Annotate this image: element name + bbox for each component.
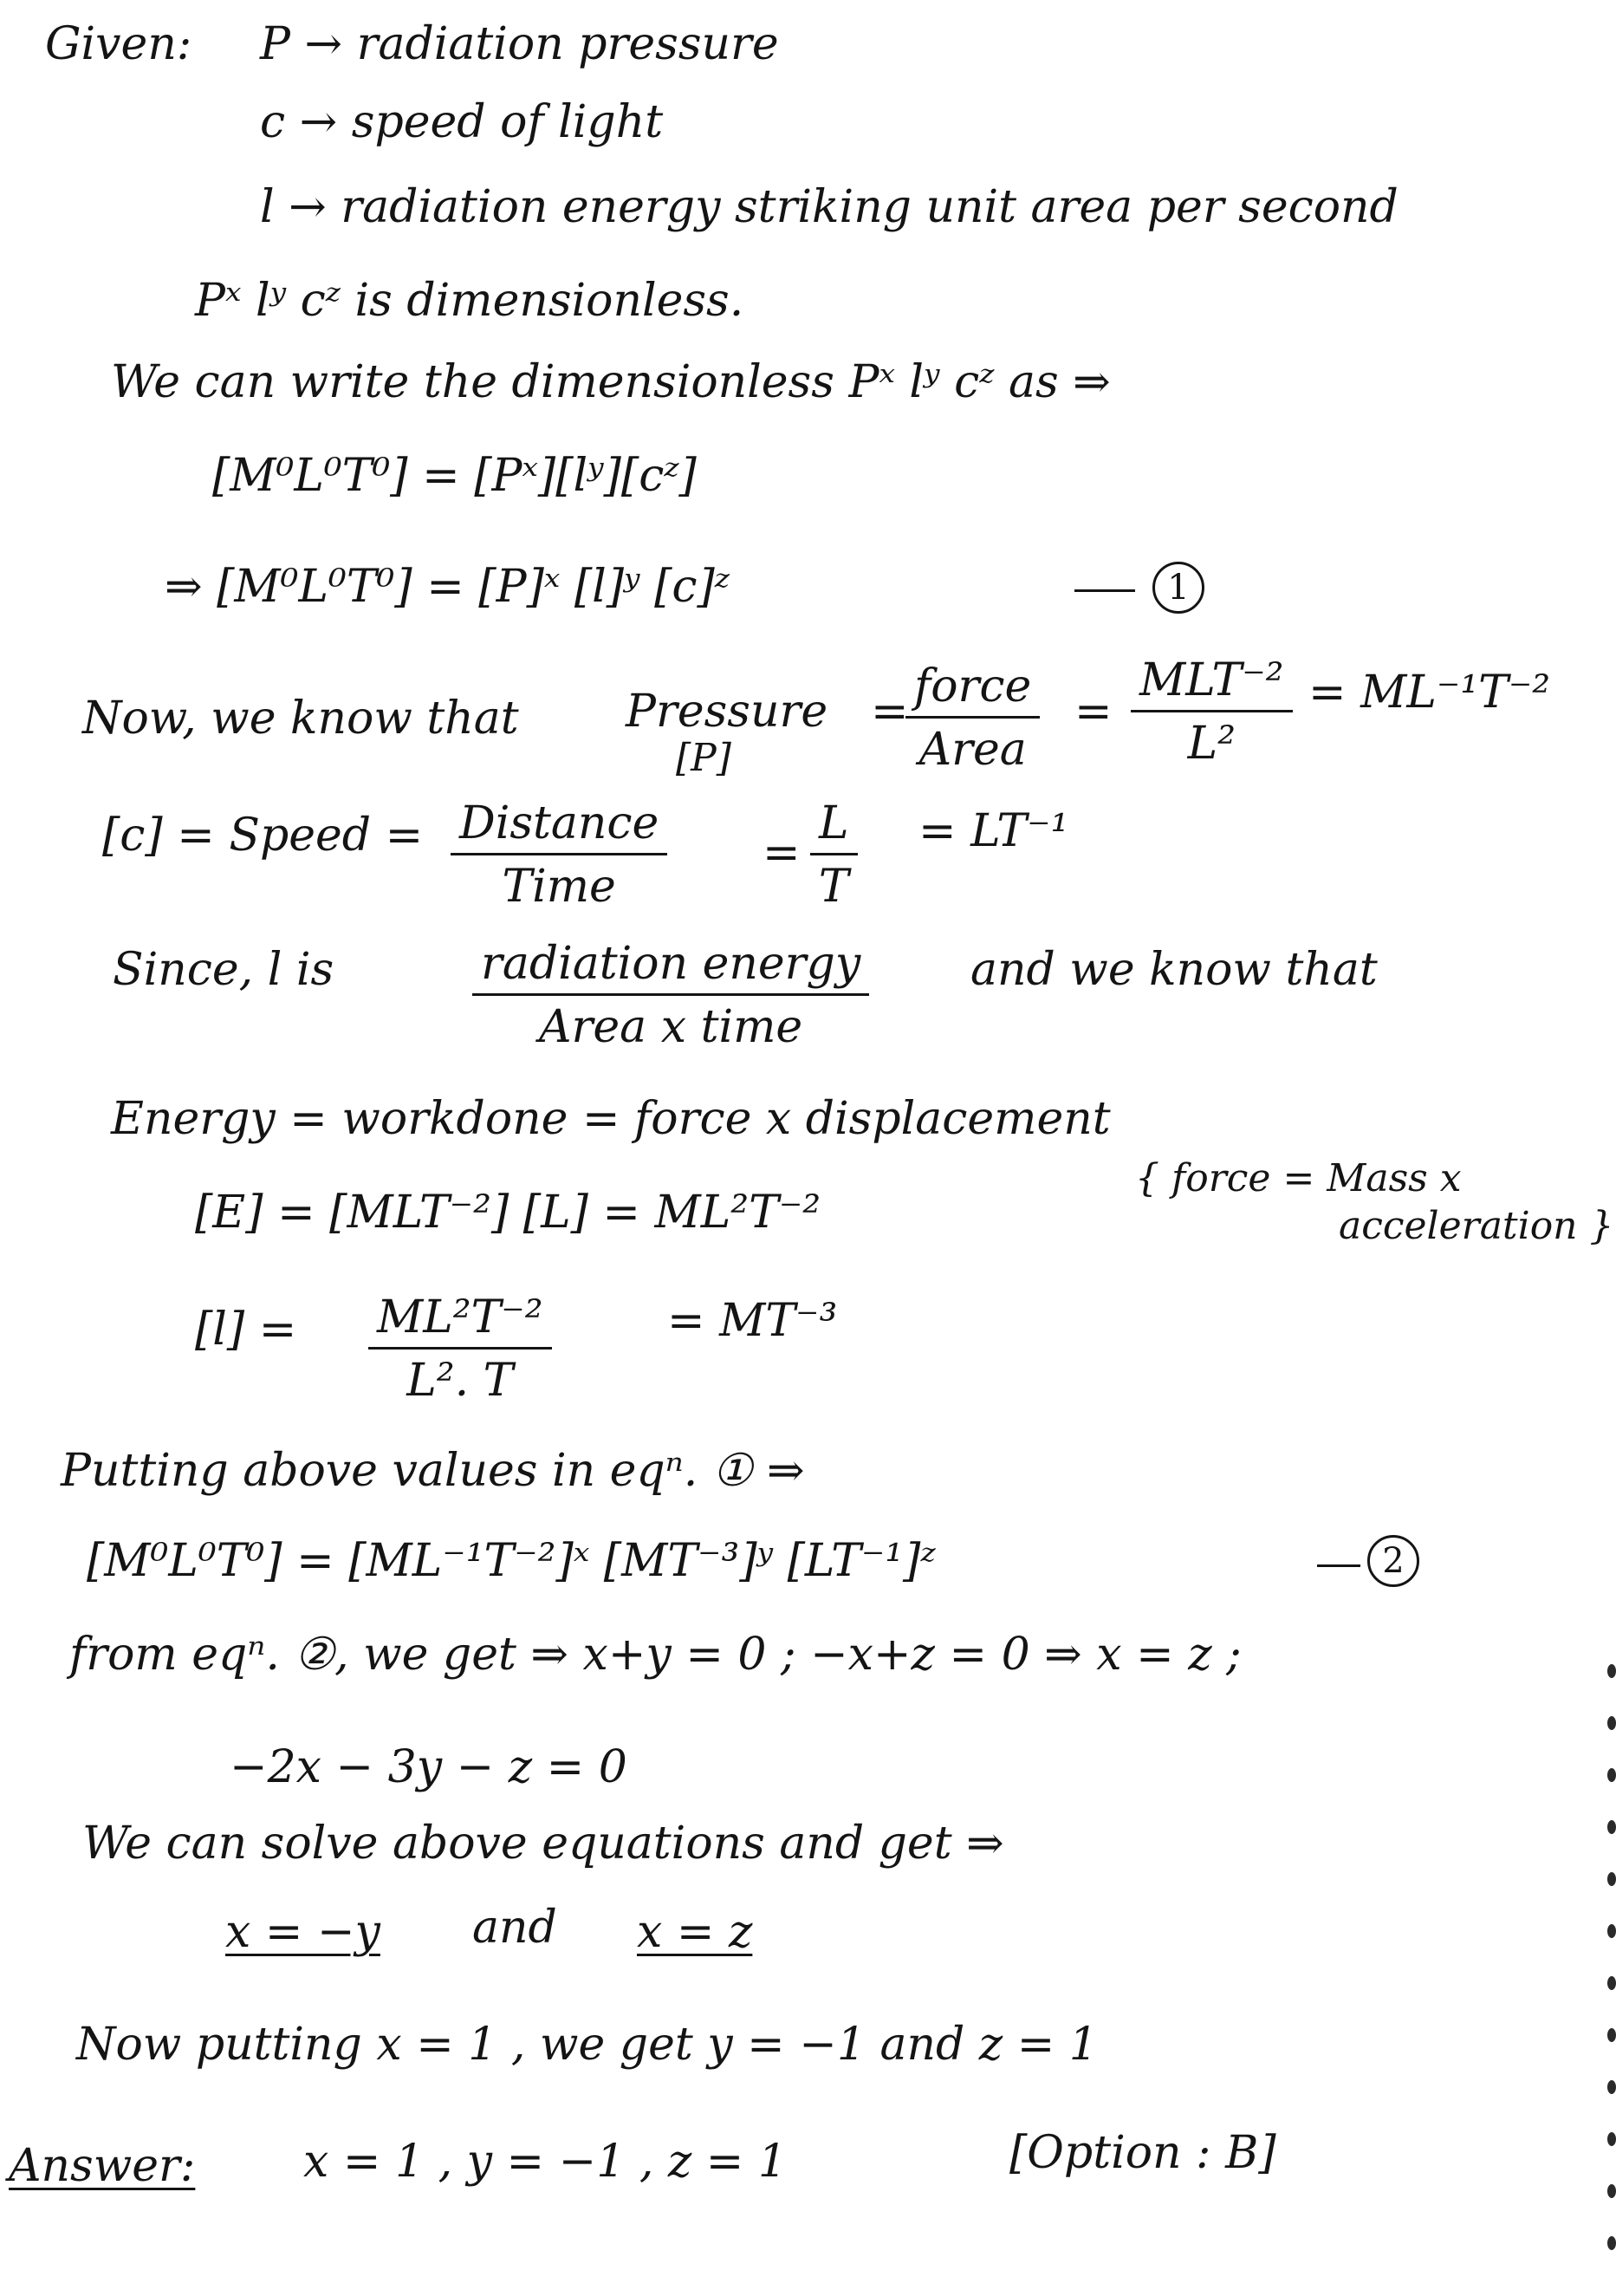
t-denominator: T: [818, 861, 849, 913]
speed-result: = LT⁻¹: [918, 805, 1069, 857]
solution-x-equals-minus-y: x = −y: [225, 1906, 380, 1958]
answer-label: Answer:: [9, 2140, 196, 2192]
l-dimension-numerator: ML²T⁻²: [368, 1291, 552, 1350]
dimensionless-statement: Pˣ lʸ cᶻ is dimensionless.: [195, 275, 744, 327]
edge-dot: [1607, 1716, 1616, 1730]
pressure-equals-1: =: [871, 686, 909, 738]
solution-and: and: [472, 1902, 557, 1954]
force-note-1: { force = Mass x: [1135, 1156, 1462, 1200]
answer-option: [Option : B]: [1009, 2127, 1276, 2179]
energy-over-area-time-fraction: [472, 938, 869, 1053]
pressure-dimension-denominator: L²: [1187, 718, 1236, 770]
pressure-word: Pressure: [626, 686, 828, 738]
solve-equations-line: We can solve above equations and get ⇒: [82, 1818, 1004, 1870]
putting-values-line: Putting above values in eqⁿ. ① ⇒: [61, 1445, 805, 1497]
from-equation-2-line: from eqⁿ. ②, we get ⇒ x+y = 0 ; −x+z = 0 ⇒ x = z ;: [69, 1629, 1242, 1681]
equation-2-dash: [1317, 1564, 1360, 1567]
equation-1: ⇒ [M⁰L⁰T⁰] = [P]ˣ [l]ʸ [c]ᶻ: [165, 561, 730, 613]
given-pressure: P → radiation pressure: [260, 18, 779, 70]
edge-dot: [1607, 2236, 1616, 2250]
answer-values: x = 1 , y = −1 , z = 1: [303, 2136, 787, 2188]
area-time-denominator: Area x time: [539, 1001, 803, 1053]
edge-dot: [1607, 1664, 1616, 1678]
equation-1-tag: 1: [1152, 559, 1204, 614]
energy-workdone-line: Energy = workdone = force x displacement: [111, 1093, 1111, 1145]
write-dimensionless-line: We can write the dimensionless Pˣ lʸ cᶻ as ⇒: [111, 356, 1111, 408]
pressure-dimension-fraction: [1131, 654, 1293, 770]
edge-dot: [1607, 2132, 1616, 2146]
force-note-2: acceleration }: [1339, 1204, 1614, 1248]
force-over-area-fraction: [905, 660, 1040, 776]
given-radiation-energy: l → radiation energy striking unit area per second: [260, 181, 1399, 233]
solution-x-equals-z: x = z: [637, 1906, 753, 1958]
l-dimension-lead: [l] =: [195, 1304, 297, 1356]
speed-lead: [c] = Speed =: [102, 810, 424, 862]
equation-a: [M⁰L⁰T⁰] = [Pˣ][lʸ][cᶻ]: [212, 450, 697, 502]
pressure-equals-2: =: [1074, 686, 1113, 738]
edge-dot: [1607, 2184, 1616, 2198]
energy-dimension: [E] = [MLT⁻²] [L] = ML²T⁻²: [195, 1187, 821, 1239]
third-equation: −2x − 3y − z = 0: [230, 1741, 627, 1793]
l-dimension-denominator: L². T: [406, 1355, 514, 1407]
given-speed-of-light: c → speed of light: [260, 96, 664, 148]
edge-dot: [1607, 1872, 1616, 1886]
l-numerator: L: [810, 797, 858, 855]
pressure-lead: Now, we know that: [82, 693, 519, 745]
edge-dot: [1607, 1976, 1616, 1990]
since-lead: Since, l is: [113, 944, 334, 996]
time-denominator: Time: [502, 861, 616, 913]
given-label: Given:: [45, 18, 192, 70]
l-dimension-result: = MT⁻³: [667, 1295, 838, 1347]
area-denominator: Area: [918, 724, 1027, 776]
equation-2-tag: 2: [1367, 1532, 1419, 1587]
now-putting-line: Now putting x = 1 , we get y = −1 and z = 1: [76, 2019, 1098, 2071]
speed-equals: =: [763, 827, 801, 879]
edge-dot: [1607, 1924, 1616, 1938]
edge-dot: [1607, 1768, 1616, 1782]
edge-dot: [1607, 2080, 1616, 2094]
distance-over-time-fraction: [451, 797, 667, 913]
radiation-energy-numerator: radiation energy: [472, 938, 869, 996]
pressure-symbol: [P]: [676, 736, 731, 780]
l-over-t-fraction: [810, 797, 858, 913]
pressure-dimension-numerator: MLT⁻²: [1131, 654, 1293, 712]
since-tail: and we know that: [970, 944, 1378, 996]
edge-dot: [1607, 2028, 1616, 2042]
force-numerator: force: [905, 660, 1040, 719]
l-dimension-fraction: [368, 1291, 552, 1407]
pressure-dimension-result: = ML⁻¹T⁻²: [1308, 667, 1551, 719]
equation-1-dash: [1074, 589, 1135, 592]
equation-2: [M⁰L⁰T⁰] = [ML⁻¹T⁻²]ˣ [MT⁻³]ʸ [LT⁻¹]ᶻ: [87, 1535, 936, 1587]
edge-dot: [1607, 1820, 1616, 1834]
distance-numerator: Distance: [451, 797, 667, 855]
